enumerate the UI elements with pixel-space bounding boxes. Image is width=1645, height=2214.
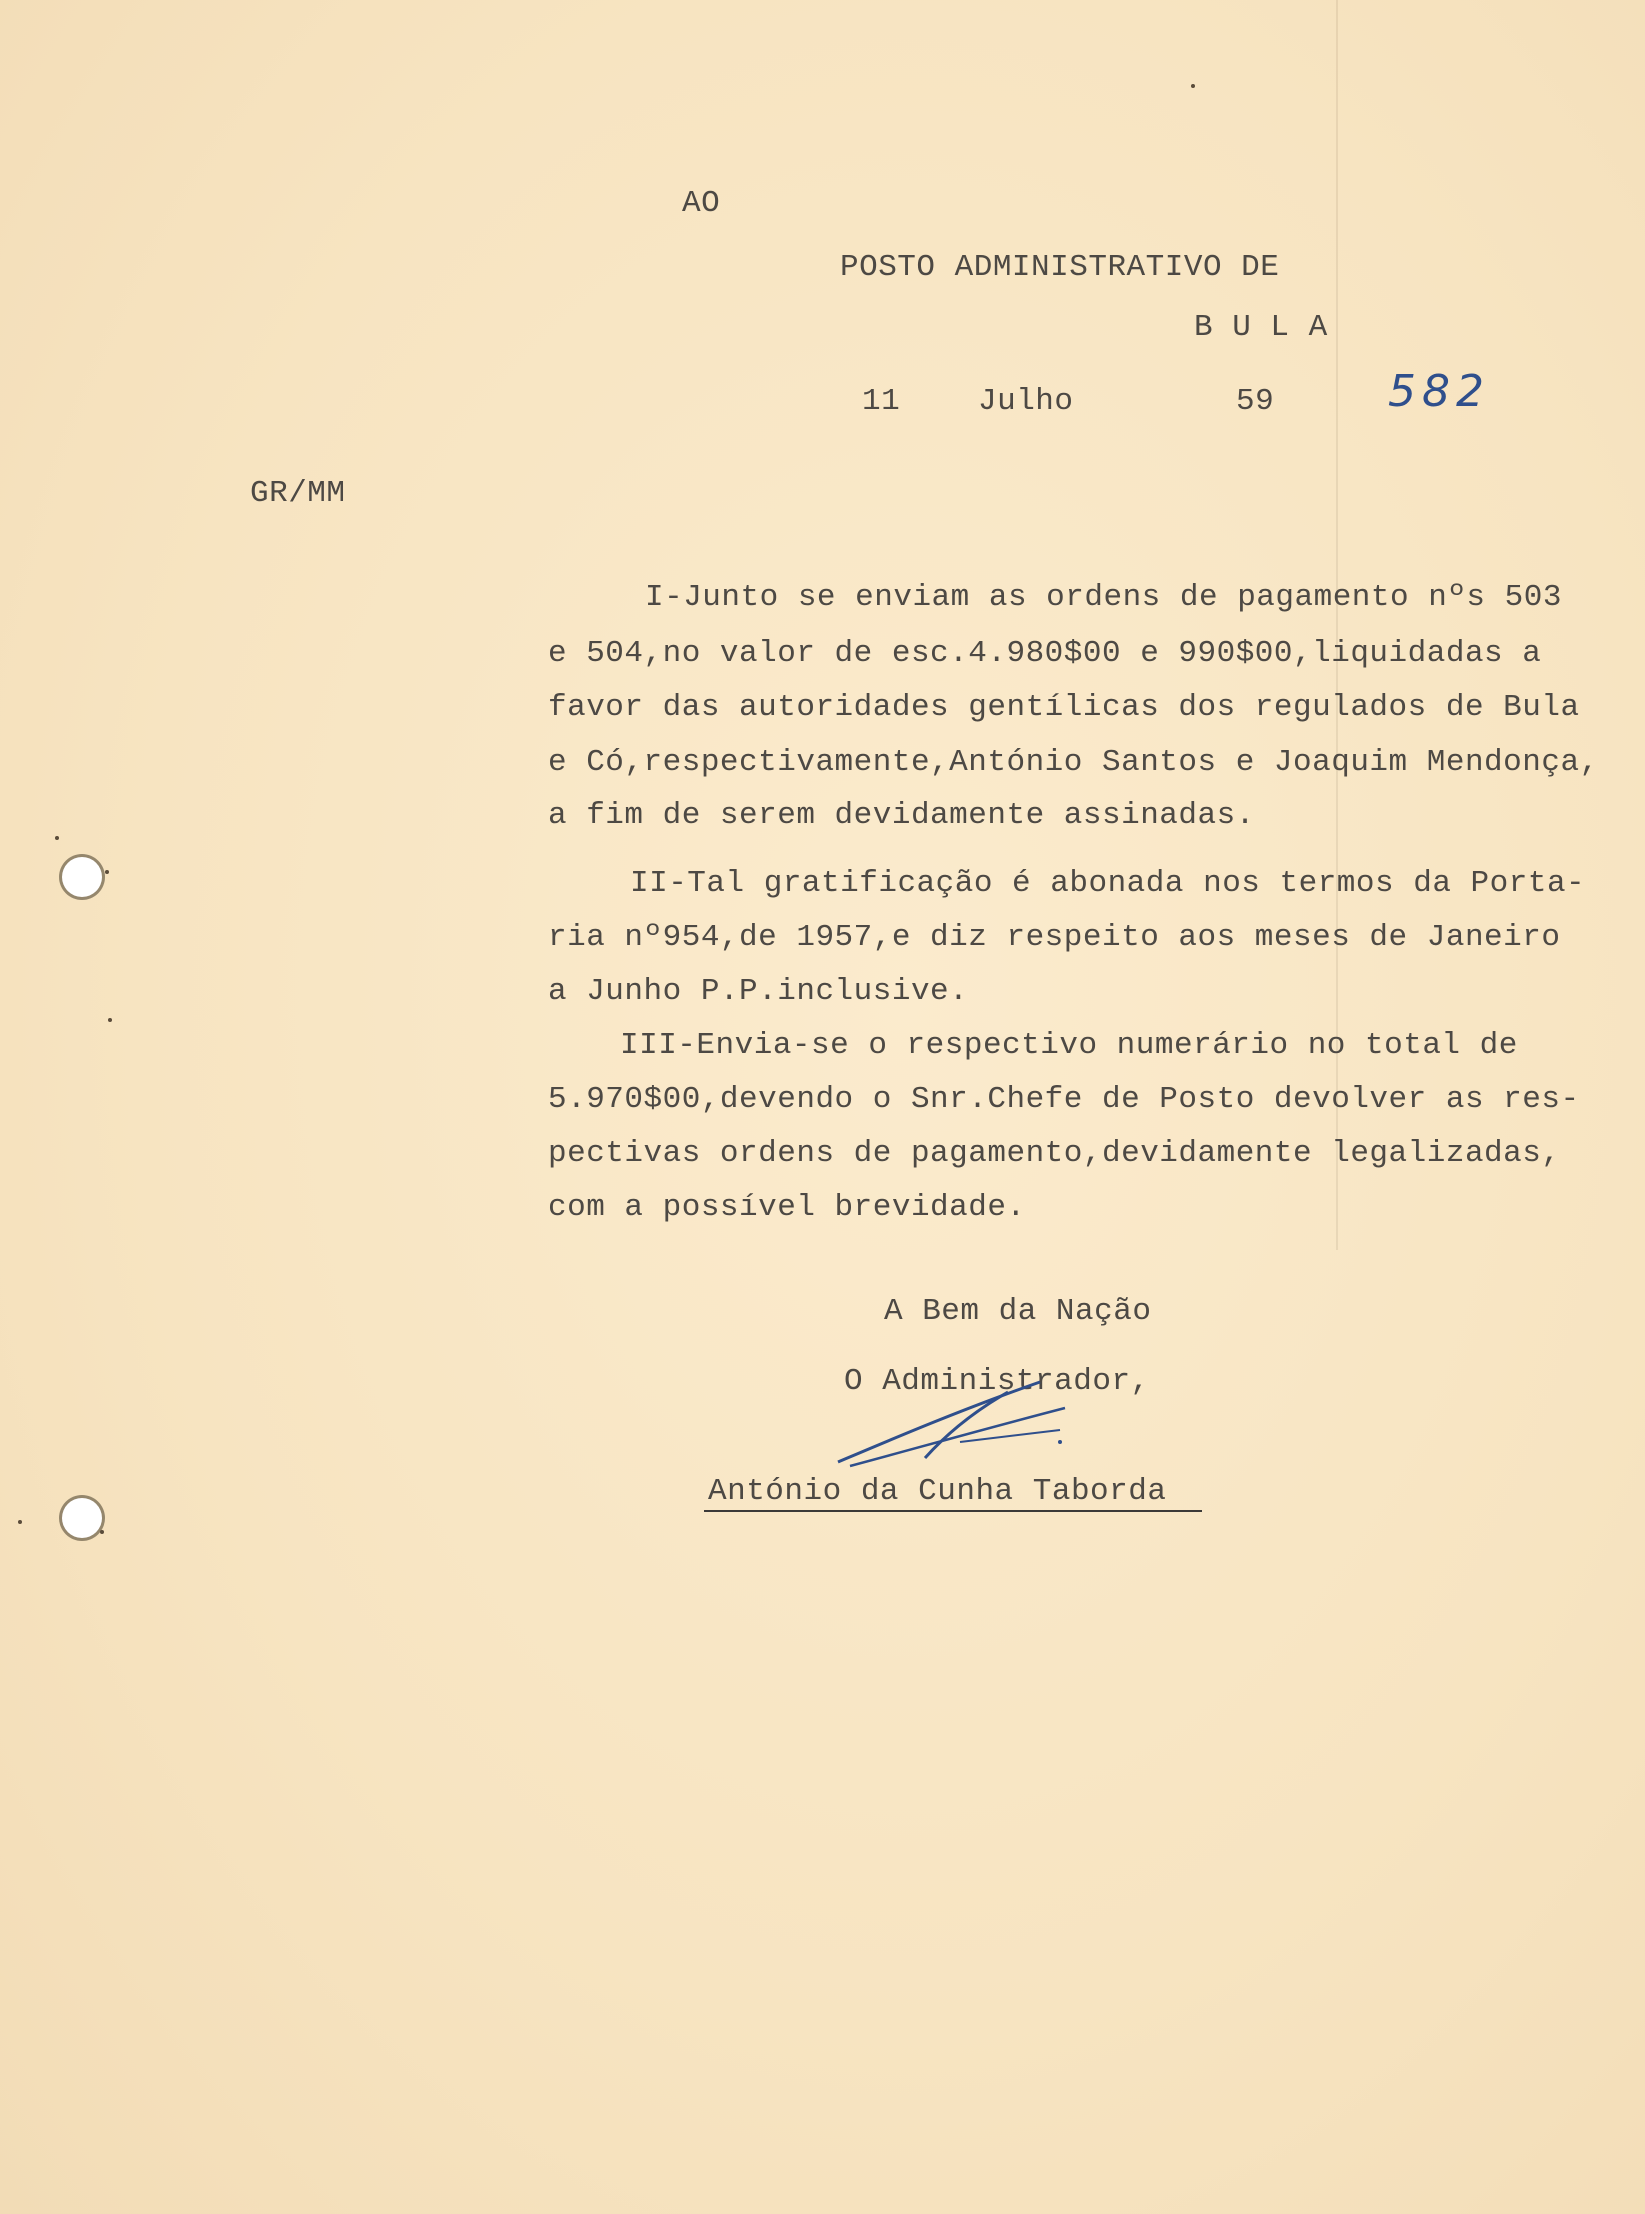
speck: [18, 1520, 22, 1524]
punch-hole-top: [62, 857, 102, 897]
body-line: I-Junto se enviam as ordens de pagamento nºs 503: [645, 580, 1562, 615]
body-line: a fim de serem devidamente assinadas.: [548, 798, 1255, 833]
body-line: ria nº954,de 1957,e diz respeito aos meses de Janeiro: [548, 920, 1561, 955]
place: B U L A: [1194, 310, 1328, 345]
closing-salutation: A Bem da Nação: [884, 1294, 1152, 1329]
signatory-underline: [704, 1510, 1202, 1512]
speck: [1191, 84, 1195, 88]
body-line: a Junho P.P.inclusive.: [548, 974, 969, 1009]
body-line: III-Envia-se o respectivo numerário no total de: [620, 1028, 1518, 1063]
addressee-prefix: AO: [682, 186, 721, 221]
body-line: e Có,respectivamente,António Santos e Joaquim Mendonça,: [548, 745, 1599, 780]
body-line: e 504,no valor de esc.4.980$00 e 990$00,liquidadas a: [548, 636, 1542, 671]
addressee: POSTO ADMINISTRATIVO DE: [840, 250, 1280, 285]
body-line: 5.970$00,devendo o Snr.Chefe de Posto devolver as res-: [548, 1082, 1580, 1117]
signatory-name: António da Cunha Taborda: [708, 1474, 1167, 1509]
date-month: Julho: [978, 384, 1074, 419]
date-year: 59: [1236, 384, 1275, 419]
body-line: II-Tal gratificação é abonada nos termos da Porta-: [630, 866, 1586, 901]
body-line: favor das autoridades gentílicas dos regulados de Bula: [548, 690, 1580, 725]
body-line: com a possível brevidade.: [548, 1190, 1026, 1225]
date-day: 11: [862, 384, 901, 419]
body-line: pectivas ordens de pagamento,devidamente legalizadas,: [548, 1136, 1561, 1171]
reference-code: GR/MM: [250, 476, 346, 511]
closing-title: O Administrador,: [844, 1364, 1150, 1399]
speck: [108, 1018, 112, 1022]
punch-hole-bottom: [62, 1498, 102, 1538]
speck: [105, 870, 109, 874]
signature: [830, 1370, 1090, 1480]
speck: [55, 836, 59, 840]
handwritten-number: 582: [1388, 366, 1490, 417]
speck: [100, 1530, 104, 1534]
